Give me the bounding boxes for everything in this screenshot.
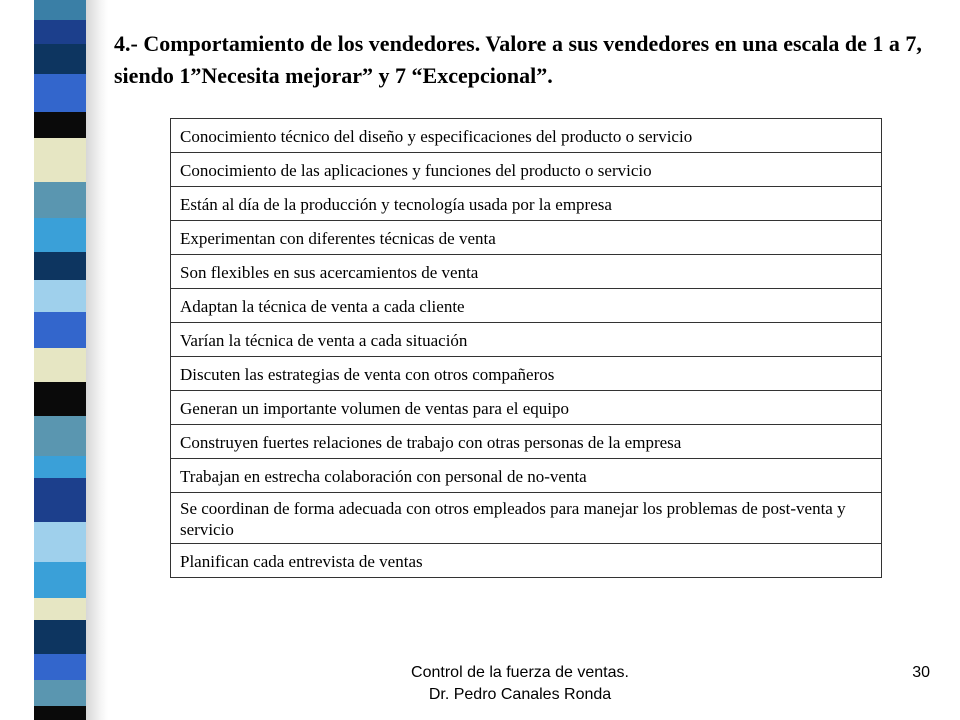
stripe-band [34, 252, 86, 280]
table-row [171, 323, 882, 357]
table-row [171, 459, 882, 493]
stripe-band [34, 456, 86, 478]
stripe-band [34, 654, 86, 680]
table-row [171, 544, 882, 578]
criterion-cell: Están al día de la producción y tecnología usada por la empresa [171, 187, 882, 221]
stripe-band [34, 562, 86, 598]
stripe-band [34, 20, 86, 44]
stripe-band [34, 382, 86, 416]
decorative-stripe [34, 0, 86, 720]
table-row [171, 493, 882, 544]
behavior-criteria-table [170, 118, 882, 578]
table-row [171, 255, 882, 289]
criterion-cell: Construyen fuertes relaciones de trabajo con otras personas de la empresa [171, 425, 882, 459]
stripe-band [34, 416, 86, 456]
stripe-band [34, 680, 86, 706]
stripe-band [34, 182, 86, 218]
stripe-band [34, 348, 86, 382]
stripe-band [34, 74, 86, 112]
table-row [171, 289, 882, 323]
criterion-cell: Trabajan en estrecha colaboración con personal de no-venta [171, 459, 882, 493]
criterion-cell: Varían la técnica de venta a cada situación [171, 323, 882, 357]
table-row [171, 391, 882, 425]
criterion-cell: Discuten las estrategias de venta con otros compañeros [171, 357, 882, 391]
stripe-band [34, 0, 86, 20]
table-row [171, 425, 882, 459]
stripe-band [34, 620, 86, 654]
criterion-cell: Se coordinan de forma adecuada con otros empleados para manejar los problemas de post-venta y servicio [171, 493, 882, 544]
table-row [171, 221, 882, 255]
table-row [171, 153, 882, 187]
stripe-band [34, 112, 86, 138]
stripe-band [34, 138, 86, 182]
criterion-cell: Conocimiento técnico del diseño y especificaciones del producto o servicio [171, 119, 882, 153]
stripe-band [34, 706, 86, 720]
stripe-band [34, 44, 86, 74]
stripe-band [34, 598, 86, 620]
criterion-cell: Conocimiento de las aplicaciones y funciones del producto o servicio [171, 153, 882, 187]
criterion-cell: Son flexibles en sus acercamientos de venta [171, 255, 882, 289]
stripe-band [34, 312, 86, 348]
table-row [171, 187, 882, 221]
page-number: 30 [912, 664, 930, 681]
footer-author: Dr. Pedro Canales Ronda [428, 686, 612, 703]
slide-title: 4.- Comportamiento de los vendedores. Valore a sus vendedores en una escala de 1 a 7, siendo 1”Necesita mejorar” y 7 “Excepcional”. [114, 31, 922, 88]
stripe-band [34, 280, 86, 312]
table-row [171, 357, 882, 391]
criterion-cell: Planifican cada entrevista de ventas [171, 544, 882, 578]
slide-footer [320, 662, 720, 706]
criterion-cell: Adaptan la técnica de venta a cada cliente [171, 289, 882, 323]
stripe-band [34, 522, 86, 562]
criterion-cell: Experimentan con diferentes técnicas de venta [171, 221, 882, 255]
footer-course-title: Control de la fuerza de ventas. [411, 664, 629, 681]
stripe-band [34, 478, 86, 522]
stripe-band [34, 218, 86, 252]
criterion-cell: Generan un importante volumen de ventas para el equipo [171, 391, 882, 425]
table-row [171, 119, 882, 153]
